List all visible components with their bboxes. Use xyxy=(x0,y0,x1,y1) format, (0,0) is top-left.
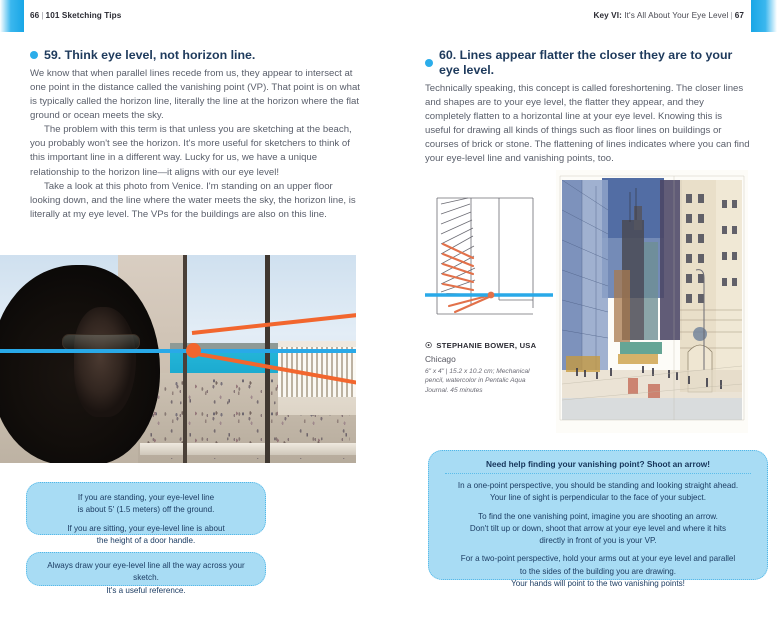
tip-box-shoot-an-arrow xyxy=(428,450,768,589)
running-head-right-separator: | xyxy=(730,11,733,20)
tip-box-arrow-paragraph-2 xyxy=(445,511,751,548)
chicago-watercolor-sketch xyxy=(556,170,748,433)
photo-person-glasses xyxy=(62,334,140,350)
tip-box-arrow-p2-line-1: To find the one vanishing point, imagine you are shooting an arrow. xyxy=(478,511,718,521)
running-head-left xyxy=(30,11,121,20)
tip-box-standing-line-3: If you are sitting, your eye-level line is about xyxy=(67,523,225,533)
tip-59-paragraph-2: The problem with this term is that unless you are sketching at the beach, you probably won't see the horizon. It's more useful for sketchers to think of this important line in a different way. Lucky for us, we have a unique relationship to the horizon line—it aligns with our eye level! xyxy=(30,124,352,178)
diagram-vanishing-point-dot xyxy=(488,292,495,299)
tip-box-arrow-p2-line-2: Don't tilt up or down, shoot that arrow at your eye level and where it hits xyxy=(469,523,727,533)
tip-59-paragraph-1: We know that when parallel lines recede from us, they appear to intersect at one point in the distance called the vanishing point (VP). That point is on what is typically called the horizon line, literally the line at the horizon where the flat ground or ocean meets the sky. xyxy=(30,67,360,122)
photo-vanishing-line-upper xyxy=(192,312,356,335)
perspective-diagram xyxy=(425,196,553,326)
folio-tab-left-icon xyxy=(0,0,24,32)
running-head-right-page: 67 xyxy=(734,11,744,20)
running-head-right-title: It's All About Your Eye Level xyxy=(624,11,729,20)
tip-59-heading-text: 59. Think eye level, not horizon line. xyxy=(44,48,256,62)
tip-box-always-line-1: Always draw your eye-level line all the way across your sketch. xyxy=(47,561,245,583)
tip-box-arrow-p1-line-2: Your line of sight is perpendicular to the face of your subject. xyxy=(489,493,707,503)
left-column xyxy=(30,48,360,222)
bullet-dot-icon xyxy=(30,51,38,59)
tip-box-standing xyxy=(26,482,266,545)
tip-box-standing-line-4: the height of a door handle. xyxy=(96,535,196,545)
tip-59-paragraph-3: Take a look at this photo from Venice. I'm standing on an upper floor looking down, and the line where the water meets the sky, the horizon line, is literally at my eye level. The VPs for the buildings are also on this line. xyxy=(30,180,356,220)
folio-tab-right-icon xyxy=(751,0,777,32)
tip-box-arrow-paragraph-1 xyxy=(445,480,751,505)
venice-photo-background xyxy=(0,255,356,463)
photo-pole-right xyxy=(265,255,270,463)
photo-pole-left xyxy=(183,255,187,463)
tip-box-standing-line-1: If you are standing, your eye-level line xyxy=(77,493,215,502)
venice-photo xyxy=(0,255,356,463)
tip-59-heading xyxy=(30,48,360,63)
artist-location: Chicago xyxy=(425,353,456,364)
tip-box-standing-line-2: is about 5' (1.5 meters) off the ground. xyxy=(77,505,215,515)
running-head-left-title: 101 Sketching Tips xyxy=(45,11,122,20)
tip-box-arrow-p1-line-1: In a one-point perspective, you should be standing and looking straight ahead. xyxy=(457,481,739,490)
running-head-right xyxy=(593,11,744,20)
tip-box-always-line-2: It's a useful reference. xyxy=(106,585,186,595)
tip-box-arrow-p3-line-1: For a two-point perspective, hold your arms out at your eye level and parallel xyxy=(460,554,736,564)
tip-box-arrow-p3-line-3: Your hands will point to the two vanishing points! xyxy=(511,579,685,589)
photo-person-face xyxy=(74,307,136,417)
tip-60-heading-text: 60. Lines appear flatter the closer they are to your eye level. xyxy=(439,48,733,77)
tip-59-body xyxy=(30,67,360,222)
artist-mark-icon: ☉ xyxy=(425,340,433,350)
tip-box-arrow-heading: Need help finding your vanishing point? Shoot an arrow! xyxy=(445,459,751,474)
chicago-sketch-svg xyxy=(556,170,748,433)
artwork-medium: 6" x 4" | 15.2 x 10.2 cm; Mechanical pencil, watercolor in Pentalic Aqua Journal. 45 minutes xyxy=(425,367,530,395)
artist-credit-name-row xyxy=(425,341,550,350)
tip-box-arrow-p3-line-2: to the sides of the building you are drawing. xyxy=(519,566,677,576)
running-head-right-key: Key VI: xyxy=(593,11,622,20)
running-head-left-separator: | xyxy=(41,11,44,20)
tip-60-body xyxy=(425,82,750,167)
photo-eye-level-line xyxy=(0,349,356,353)
photo-vanishing-point-dot xyxy=(186,343,201,358)
bullet-dot-icon xyxy=(425,59,433,67)
photo-balcony-rail xyxy=(140,443,356,455)
artist-credit xyxy=(425,341,550,396)
perspective-diagram-svg xyxy=(425,196,553,326)
tip-60-paragraph-1: Technically speaking, this concept is called foreshortening. The closer lines and shapes are to your eye level, the flatter they appear, and they completely flatten to a horizontal line at your eye level. Knowing this is useful for drawing all kinds of things such as floor lines on buildings or courses of brick or stone. The flattening of lines indicates where you can find your eye-level line and vanishing points, too. xyxy=(425,82,750,165)
right-column xyxy=(425,48,750,166)
tip-box-arrow-paragraph-3 xyxy=(445,553,751,590)
tip-box-always-draw xyxy=(26,552,266,595)
running-head-left-page: 66 xyxy=(30,11,40,20)
tip-box-arrow-p2-line-3: directly in front of you is your VP. xyxy=(539,536,657,546)
tip-60-heading xyxy=(425,48,750,78)
artist-name: STEPHANIE BOWER, USA xyxy=(436,341,537,350)
